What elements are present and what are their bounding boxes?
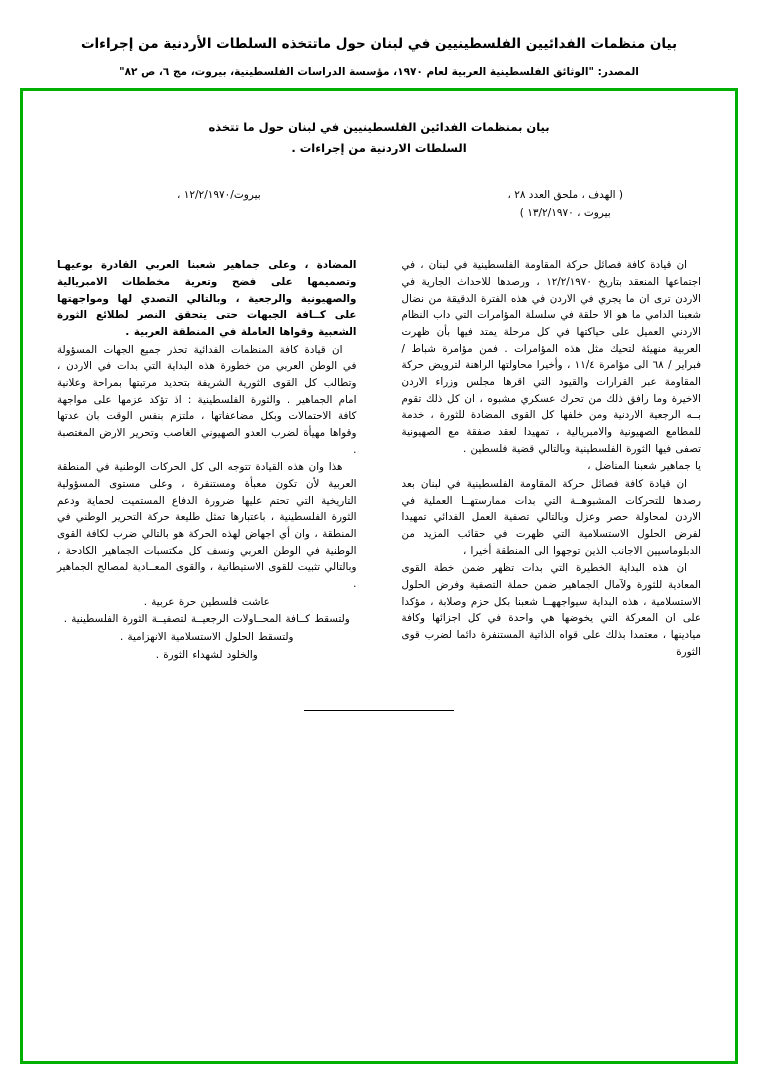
paragraph: المضادة ، وعلى جماهير شعبنا العربي القادرة بوعيهـا وتصميمها على فضح وتعرية مخططات الامبريالية والصهيونية والرجعية ، وبالتالي التصدي لها ومواجهتها على كــافة الجبهات حتى يتحقق النصر لطلائع الثورة الشعبية وقواها العاملة في المنطقة العربية . xyxy=(57,259,357,338)
paragraph: ان قيادة كافة فصائل حركة المقاومة الفلسطينية في لبنان بعد رصدها للتحركات المشبوهــة التي بدات ممارستهــا العملية في الاردن لمحاولة حصر وعزل وبالتالي تصفية العمل الفدائي تمهيدا لفرض الحلول الاستسلامية التي ظهرت في حقائب المزيد من الدبلوماسيين الاجانب الذين توجهوا الى المنطقة أخيرا ، xyxy=(401,478,701,557)
two-column-body xyxy=(57,257,701,664)
slogan: ولتسقط الحلول الاستسلامية الانهزامية . xyxy=(119,631,294,644)
paragraph: يا جماهير شعبنا المناضل ، xyxy=(587,460,701,473)
slogan: ولتسقط كــافة المحــاولات الرجعيــة لتصفيــة الثورة الفلسطينية . xyxy=(63,613,350,626)
source-reference-line-2: بيروت ، ١٣/٢/١٩٧٠ ) xyxy=(519,207,611,220)
statement-meta xyxy=(57,186,701,224)
statement-heading xyxy=(134,117,623,160)
bottom-spacer xyxy=(57,711,701,831)
slogan: عاشت فلسطين حرة عربية . xyxy=(143,595,270,608)
source-reference-line-1: ( الهدف ، ملحق العدد ٢٨ ، xyxy=(507,188,623,201)
paragraph: ان قيادة كافة فصائل حركة المقاومة الفلسطينية في لبنان ، في اجتماعها المنعقد بتاريخ ١٢/٢/١٩٧٠ ، ورصدها للاحداث الجارية في الاردن ترى ان ما يجري في الاردن في هذه الفترة الدقيقة من نضال شعبنا الدامي ما هو الا حلقة في سلسلة المؤامرات التي داب النظام الاردني العميل على حياكتها في كل مرحلة يمتد فيها بأن ظهرت العربية منهيئة لتحيك مثل هذه المؤامرات . فمن مؤامرة شباط / فبراير / ٦٨ الى مؤامرة ١١/٤ ، وأخيرا محاولتها الراهنة لترويض حركة المقاومة عبر القرارات والقيود التي اقرها مجلس وزراء الاردن الاخيرة وما رافق ذلك من تحرك عسكري مشبوه ، ان كل ذلك تقوم بــه الرجعية الاردنية ومن خلفها كل القوى المضادة للثورة ، خدمة للمطامع الصهيونية والامبريالية ، تمهيدا لعقد صفقة مع الصهيونية تصفى فيها الثورة الفلسطينية وبالتالي قضية فلسطين . xyxy=(401,259,702,455)
statement-heading-line-1: بيان بمنظمات الفدائين الفلسطينيين في لبنان حول ما تتخذه xyxy=(208,120,550,134)
paragraph: ان هذه البداية الخطيرة التي بدات تظهر ضمن خطة القوى المعادية للثورة ولآمال الجماهير ضمن حملة التصفية وفرض الحلول الاستسلامية ، هذه البداية سيواجههــا شعبنا بكل حزم وصلابة ، مؤكدا على ان المعركة التي يخوضها هي واحدة في كل اجزائها وكافة ميادينها ، معتمدا بذلك على قواه الذاتية المستنفرة دائما لضرب قوى الثورة xyxy=(401,562,701,658)
page-title: بيان منظمات الفدائيين الفلسطينيين في لبنان حول ماتتخذه السلطات الأردنية من إجراءات xyxy=(80,36,678,52)
paragraph: ان قيادة كافة المنظمات الفدائية تحذر جميع الجهات المسؤولة في الوطن العربي من خطورة هذه البداية التي بدات في الاردن ، وتطالب كل القوى الثورية الشريفة بتحديد مرتبتها بمراحة وعلانية امام الجماهير . والثورة الفلسطينية : اذ تؤكد عزمها على مواجهة كافة الاحتمالات وبكل مضاعفاتها ، ملتزم بنفس الوقت بان عدتها وقواها مهيأة لضرب العدو الصهيوني الغاصب وتحرير الارض المغتصبة . xyxy=(57,343,357,456)
source-citation: المصدر: "الوثائق الفلسطينية العربية لعام ١٩٧٠، مؤسسة الدراسات الفلسطينية، بيروت، مج ٦، ص ٨٢" xyxy=(119,66,639,79)
document-header xyxy=(0,0,758,78)
column-left xyxy=(57,257,356,664)
statement-heading-line-2: السلطات الاردنية من إجراءات . xyxy=(291,141,467,156)
slogan: والخلود لشهداء الثورة . xyxy=(155,648,258,661)
paragraph: هذا وان هذه القيادة تتوجه الى كل الحركات الوطنية في المنطقة العربية لأن تكون معبأة ومستنفرة ، وعلى مستوى المسؤولية التاريخية التي تحتم عليها ضرورة الدفاع المستميت لحماية ودعم الثورة الفلسطينية ، باعتبارها تمثل طليعة حركة التحرير الوطني في المنطقة ، وان أي اجهاض لهذه الحركة هو بالتالي ضرب لكافة القوى الوطنية في الوطن العربي ونسف كل مكتسبات الجماهير الكادحة ، وبالتالي تثبيت للقوى الاستيطانية ، والقوى المعــادية لمصالح الجماهير . xyxy=(57,461,357,591)
framed-content xyxy=(23,91,735,1061)
column-right xyxy=(402,257,701,664)
dateline: بيروت/١٢/٢/١٩٧٠ ، xyxy=(177,188,261,201)
source-reference xyxy=(507,186,623,224)
green-border-frame xyxy=(20,88,738,1064)
